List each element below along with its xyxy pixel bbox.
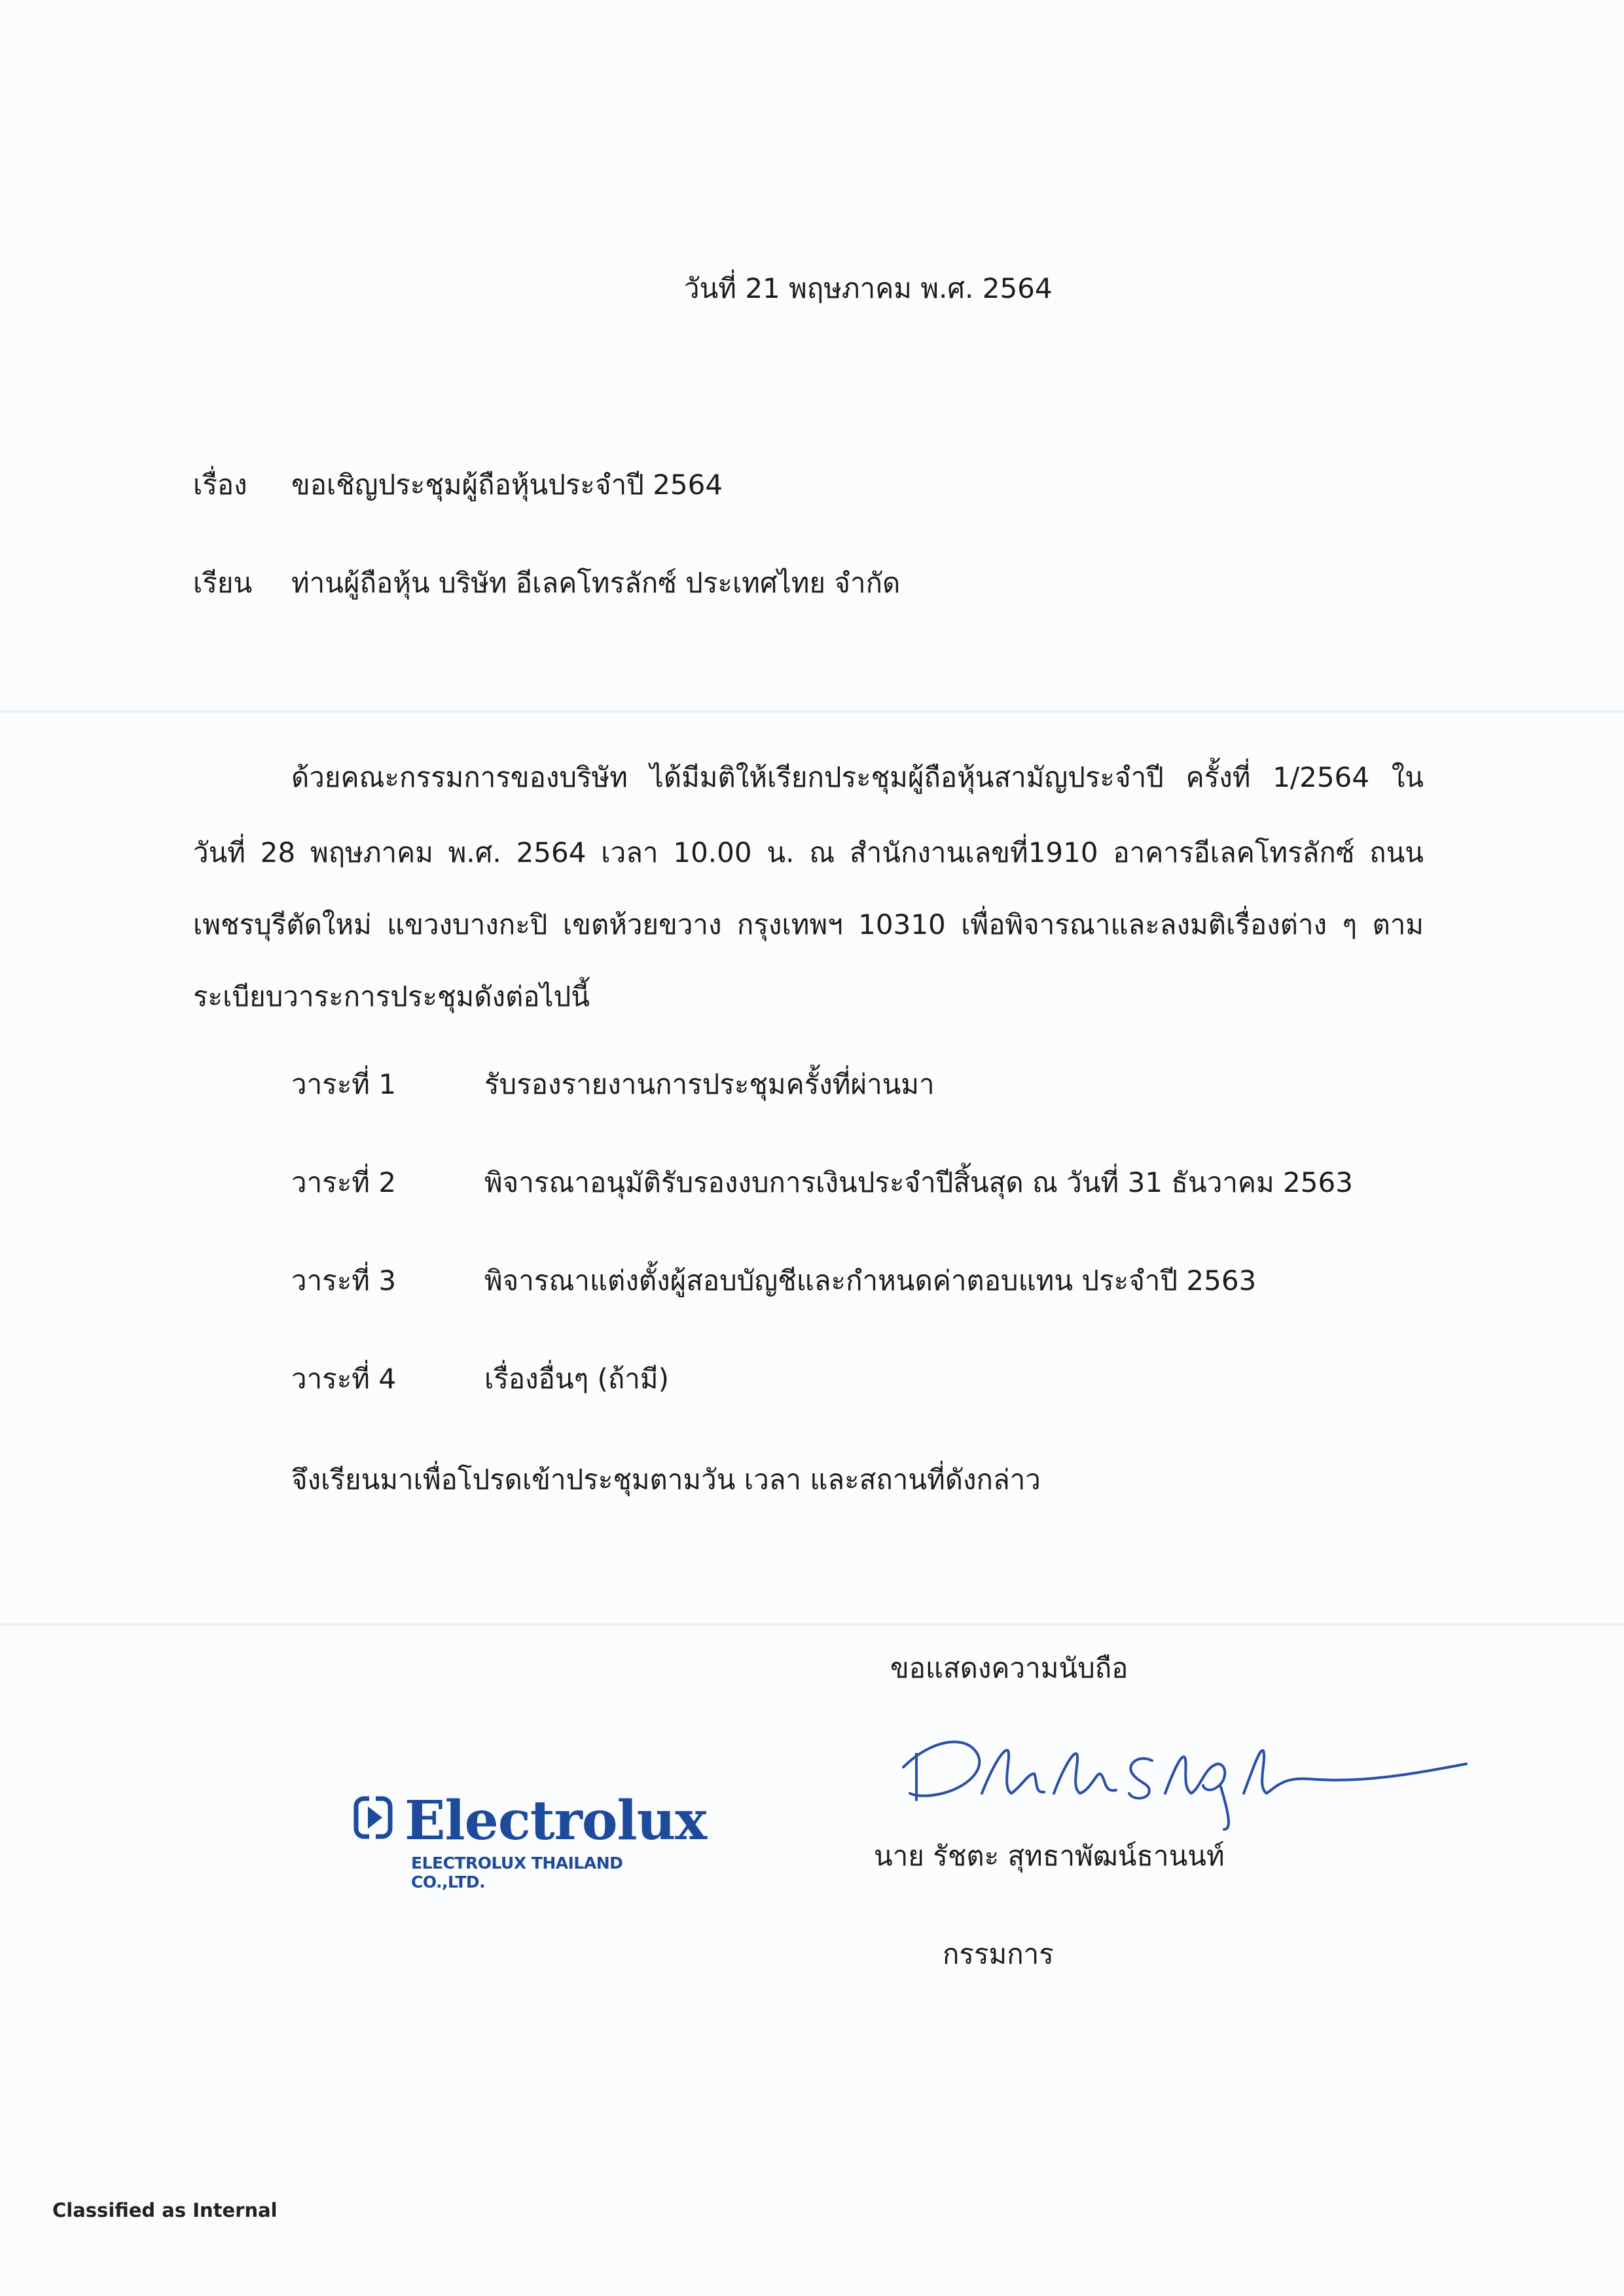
paper-fold-line <box>0 710 1624 713</box>
classification-label: Classified as Internal <box>52 2199 278 2221</box>
subject-label: เรื่อง <box>193 469 247 501</box>
closing-line: จึงเรียนมาเพื่อโปรดเข้าประชุมตามวัน เวลา และสถานที่ดังกล่าว <box>291 1463 1041 1496</box>
electrolux-logo <box>347 1780 707 1892</box>
salutation: ขอแสดงความนับถือ <box>890 1652 1128 1684</box>
logo-company-name: ELECTROLUX THAILAND CO.,LTD. <box>411 1854 623 1892</box>
recipient-label: เรียน <box>193 567 253 599</box>
body-line: ระเบียบวาระการประชุมดังต่อไปนี้ <box>193 980 590 1013</box>
paper-fold-line <box>0 1623 1624 1626</box>
subject-text: ขอเชิญประชุมผู้ถือหุ้นประจำปี 2564 <box>291 469 723 501</box>
body-line: เพชรบุรีตัดใหม่ แขวงบางกะปิ เขตห้วยขวาง กรุงเทพฯ 10310 เพื่อพิจารณาและลงมติเรื่องต่าง ๆ ตาม <box>193 908 1424 941</box>
signer-title: กรรมการ <box>943 1938 1054 1970</box>
body-line: ด้วยคณะกรรมการของบริษัท ได้มีมติให้เรียกประชุมผู้ถือหุ้นสามัญประจำปี ครั้งที่ 1/2564 ใน <box>291 761 1424 793</box>
agenda-label: วาระที่ 3 <box>291 1265 397 1297</box>
body-line: วันที่ 28 พฤษภาคม พ.ศ. 2564 เวลา 10.00 น. ณ สำนักงานเลขที่1910 อาคารอีเลคโทรลักซ์ ถนน <box>193 836 1424 869</box>
agenda-label: วาระที่ 2 <box>291 1166 397 1198</box>
agenda-label: วาระที่ 4 <box>291 1363 397 1395</box>
letter-date: วันที่ 21 พฤษภาคม พ.ศ. 2564 <box>684 272 1053 304</box>
agenda-text: รับรองรายงานการประชุมครั้งที่ผ่านมา <box>484 1068 935 1100</box>
electrolux-logo-icon <box>353 1795 393 1840</box>
recipient-text: ท่านผู้ถือหุ้น บริษัท อีเลคโทรลักซ์ ประเทศไทย จำกัด <box>291 567 901 599</box>
handwritten-signature <box>890 1702 1479 1833</box>
agenda-text: พิจารณาแต่งตั้งผู้สอบบัญชีและกำหนดค่าตอบแทน ประจำปี 2563 <box>484 1265 1257 1297</box>
agenda-label: วาระที่ 1 <box>291 1068 397 1100</box>
logo-wordmark: Electrolux <box>405 1789 707 1852</box>
agenda-text: พิจารณาอนุมัติรับรองงบการเงินประจำปีสิ้นสุด ณ วันที่ 31 ธันวาคม 2563 <box>484 1166 1353 1198</box>
signer-name: นาย รัชตะ สุทธาพัฒน์ธานนท์ <box>874 1840 1225 1872</box>
agenda-text: เรื่องอื่นๆ (ถ้ามี) <box>484 1363 669 1395</box>
